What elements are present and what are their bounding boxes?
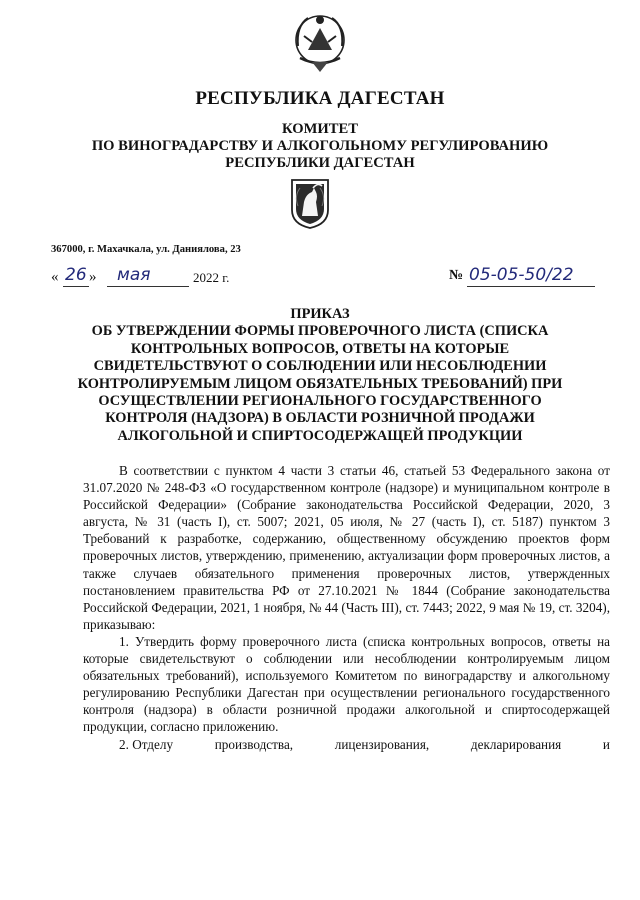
item-2-word: лицензирования, [334, 736, 430, 752]
title-line: КОНТРОЛЯ (НАДЗОРА) В ОБЛАСТИ РОЗНИЧНОЙ ПРОДАЖИ [105, 410, 535, 427]
item-2-word: и [602, 736, 610, 752]
title-line: АЛКОГОЛЬНОЙ И СПИРТОСОДЕРЖАЩЕЙ ПРОДУКЦИИ [117, 427, 523, 444]
year-label: 2022 г. [193, 270, 230, 285]
order-title [50, 306, 590, 445]
item-2-word: декларирования [470, 736, 562, 752]
title-line: КОНТРОЛИРУЕМЫМ ЛИЦОМ ОБЯЗАТЕЛЬНЫХ ТРЕБОВАНИЙ) ПРИ [77, 375, 563, 392]
title-line: ОСУЩЕСТВЛЕНИИ РЕГИОНАЛЬНОГО ГОСУДАРСТВЕННОГО [98, 393, 542, 410]
item-2-first-line [83, 736, 610, 753]
date-number-row [51, 267, 596, 291]
item-2-word: 2. Отделу [119, 736, 174, 752]
title-line: ПРИКАЗ [290, 306, 350, 322]
day-underline [63, 286, 89, 287]
committee-line: ПО ВИНОГРАДАРСТВУ И АЛКОГОЛЬНОМУ РЕГУЛИРОВАНИЮ [91, 138, 549, 154]
handwritten-day: 26 [65, 265, 87, 285]
number-underline [467, 286, 595, 287]
committee-seal-icon [288, 176, 332, 232]
preamble-paragraph: В соответствии с пунктом 4 части 3 статьи 46, статьей 53 Федерального закона от 31.07.2020 № 248-ФЗ «О государственном контроле (надзоре) и муниципальном контроле в Российской Федерации» (Собрание законодательства Российской Федерации, 2020, 3 августа, № 31 (часть I), ст. 5007; 2021, 05 июля, № 27 (часть I), ст. 5187) пунктом 3 Требований к разработке, содержанию, общественному обсуждению проектов форм проверочных листов, утверждению, применению, актуализации форм проверочных листов, а также случаев обязательного применения проверочных листов, утвержденных постановлением правительства РФ от 27.10.2021 № 1844 (Собрание законодательства Российской Федерации, 2021, 1 ноября, № 44 (Часть III), ст. 7443; 2022, 9 мая № 19, ст. 3204), приказываю: [83, 463, 610, 632]
republic-heading: РЕСПУБЛИКА ДАГЕСТАН [195, 88, 445, 109]
item-1-paragraph: 1. Утвердить форму проверочного листа (списка контрольных вопросов, ответы на которые свидетельствуют о соблюдении или несоблюдении контролируемым лицом обязательных требований), используемого Комитетом по виноградарству и алкогольному регулированию Республики Дагестан при осуществлении регионального государственного контроля (надзора) в области розничной продажи алкогольной и спиртосодержащей продукции, согласно приложению. [83, 633, 610, 735]
order-body [83, 462, 610, 753]
close-quote: » [89, 269, 97, 285]
item-2-word: производства, [214, 736, 294, 752]
handwritten-number: 05-05-50/22 [469, 265, 574, 285]
committee-line: РЕСПУБЛИКИ ДАГЕСТАН [225, 155, 415, 171]
coat-of-arms-icon [290, 6, 350, 76]
number-sign: № [449, 268, 464, 283]
month-underline [107, 286, 189, 287]
committee-heading [0, 121, 640, 172]
address-line: 367000, г. Махачкала, ул. Даниялова, 23 [51, 244, 241, 255]
open-quote: « [51, 269, 59, 285]
handwritten-month: мая [117, 265, 151, 285]
title-line: ОБ УТВЕРЖДЕНИИ ФОРМЫ ПРОВЕРОЧНОГО ЛИСТА (СПИСКА [91, 323, 549, 340]
title-line: СВИДЕТЕЛЬСТВУЮТ О СОБЛЮДЕНИИ ИЛИ НЕСОБЛЮДЕНИИ [93, 358, 547, 375]
committee-line: КОМИТЕТ [282, 121, 358, 137]
title-line: КОНТРОЛЬНЫХ ВОПРОСОВ, ОТВЕТЫ НА КОТОРЫЕ [130, 340, 510, 357]
